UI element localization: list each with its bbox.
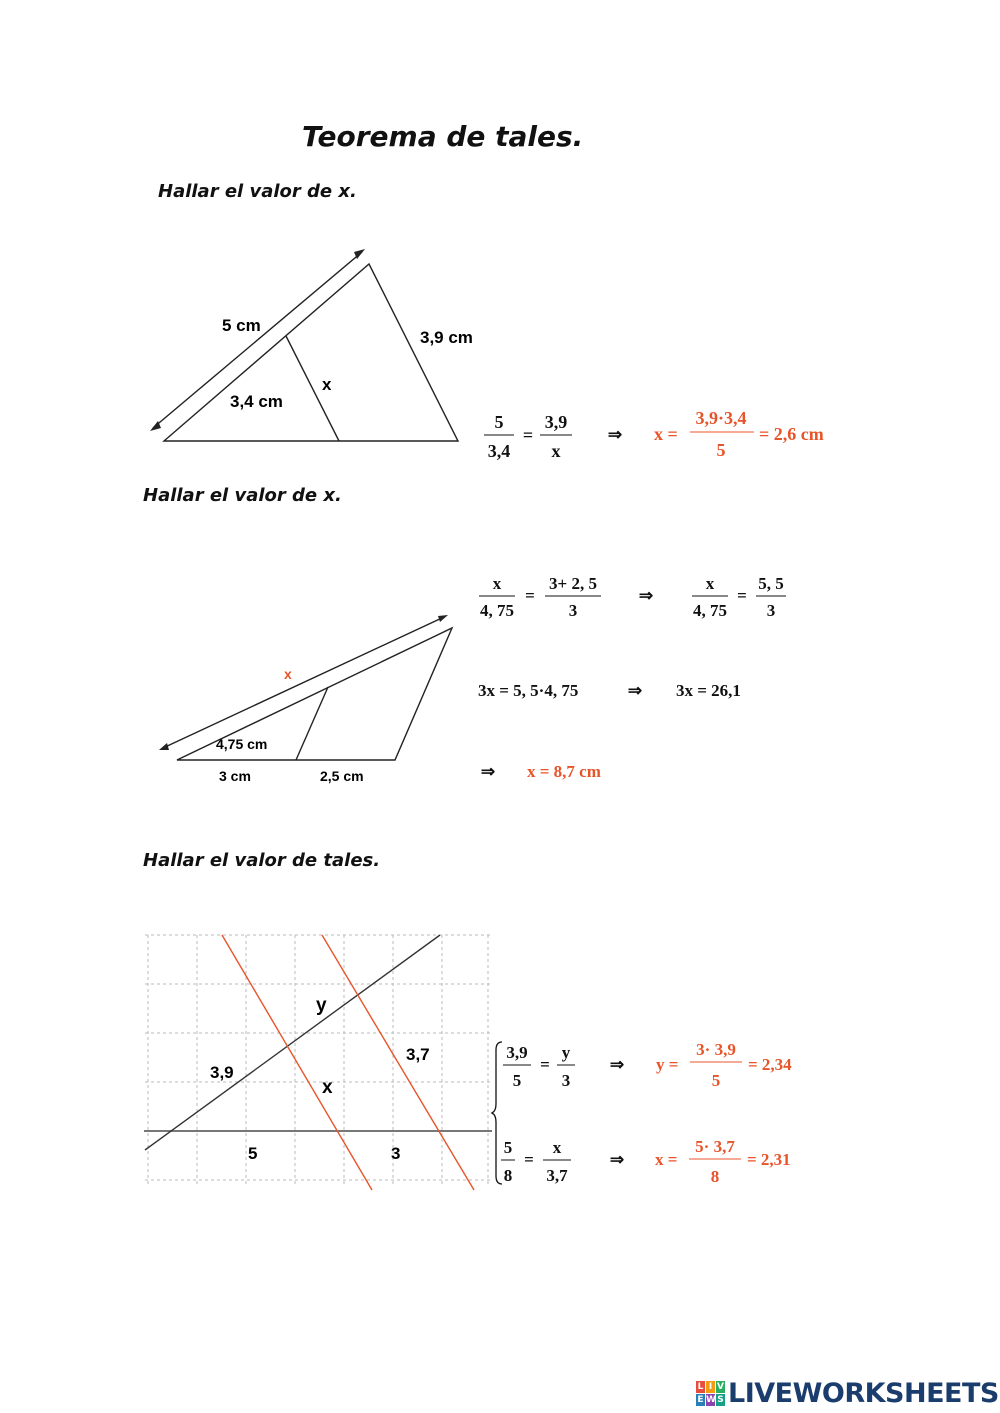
equations-2	[470, 565, 830, 790]
result-rhs: = 2,6 cm	[759, 424, 824, 444]
dimension-arrow-line	[163, 617, 444, 748]
label-x: x	[322, 375, 332, 394]
equals-sign: =	[525, 586, 535, 605]
result-rhs: = 2,31	[747, 1150, 791, 1169]
page-title: Teorema de tales.	[302, 120, 584, 153]
fraction-numerator: 5	[503, 1138, 513, 1157]
result-denominator: 8	[710, 1167, 720, 1186]
fraction-denominator: 4, 75	[480, 601, 514, 620]
eq1-numerator-2: 3,9	[544, 412, 568, 432]
label-5: 5	[248, 1144, 258, 1163]
fraction-numerator: x	[705, 574, 715, 593]
implies-arrow: ⇒	[480, 762, 496, 781]
label-3-4cm: 3,4 cm	[230, 392, 283, 411]
eq1-denominator-2: x	[551, 441, 561, 461]
label-2-5cm: 2,5 cm	[320, 768, 364, 784]
equals-sign: =	[737, 586, 747, 605]
label-5cm: 5 cm	[222, 316, 261, 335]
implies-arrow: ⇒	[627, 681, 643, 700]
fraction-numerator: y	[561, 1043, 571, 1062]
implies-arrow: ⇒	[609, 1150, 625, 1169]
grid-figure-3	[140, 930, 495, 1195]
fraction-denominator: 8	[503, 1166, 513, 1185]
implies-arrow: ⇒	[638, 586, 654, 605]
exercise-2-heading: Hallar el valor de x.	[143, 485, 342, 506]
fraction-denominator: 3	[561, 1071, 571, 1090]
label-x: x	[322, 1077, 333, 1098]
equals-sign: =	[522, 425, 534, 445]
fraction-denominator: 4, 75	[693, 601, 727, 620]
equation-line-2a: 3x = 5, 5·4, 75	[478, 681, 579, 700]
exercise-3-heading: Hallar el valor de tales.	[143, 850, 381, 871]
label-3-7: 3,7	[406, 1045, 430, 1064]
label-3-9: 3,9	[210, 1063, 234, 1082]
result-numerator: 3,9·3,4	[695, 408, 747, 428]
equals-sign: =	[524, 1150, 534, 1169]
label-3cm: 3 cm	[219, 768, 251, 784]
fraction-numerator: 5, 5	[758, 574, 784, 593]
arrow-head-end	[438, 615, 448, 622]
parallel-line-1	[222, 935, 372, 1190]
label-3: 3	[391, 1144, 401, 1163]
result-lhs: y =	[656, 1055, 679, 1074]
result-denominator: 5	[716, 440, 726, 460]
exercise-1-heading: Hallar el valor de x.	[158, 181, 357, 202]
result-rhs: = 2,34	[748, 1055, 792, 1074]
result-numerator: 3· 3,9	[696, 1040, 736, 1059]
fraction-numerator: x	[492, 574, 502, 593]
equation-line-2b: 3x = 26,1	[676, 681, 741, 700]
triangle-outline	[164, 264, 458, 441]
result-numerator: 5· 3,7	[695, 1137, 735, 1156]
equals-sign: =	[540, 1055, 550, 1074]
implies-arrow: ⇒	[609, 1055, 625, 1074]
fraction-numerator: 3,9	[506, 1043, 528, 1062]
implies-arrow: ⇒	[607, 425, 623, 444]
fraction-denominator: 3	[766, 601, 776, 620]
triangle-figure-1	[140, 240, 490, 460]
transversal-line	[145, 935, 440, 1150]
parallel-segment	[296, 687, 328, 760]
label-y: y	[316, 995, 327, 1016]
fraction-denominator: 3,7	[546, 1166, 568, 1185]
label-4-75cm: 4,75 cm	[216, 736, 268, 752]
liveworksheets-icon: L I V E W S	[697, 1381, 724, 1405]
liveworksheets-logo	[696, 1378, 999, 1408]
eq1-numerator-1: 5	[494, 412, 504, 432]
result-lhs: x =	[655, 1150, 678, 1169]
grid-lines	[145, 935, 490, 1185]
result-x: x = 8,7 cm	[527, 762, 601, 781]
label-x: x	[284, 666, 292, 682]
fraction-denominator: 3	[568, 601, 578, 620]
eq1-denominator-1: 3,4	[487, 441, 511, 461]
equation-1	[475, 400, 855, 470]
triangle-figure-2	[150, 605, 460, 790]
arrow-head-start	[159, 743, 169, 750]
result-denominator: 5	[711, 1071, 721, 1090]
fraction-numerator: x	[552, 1138, 562, 1157]
fraction-denominator: 5	[512, 1071, 522, 1090]
system-brace	[492, 1042, 502, 1184]
result-lhs: x =	[654, 424, 678, 444]
label-3-9cm: 3,9 cm	[420, 328, 473, 347]
fraction-numerator: 3+ 2, 5	[549, 574, 597, 593]
liveworksheets-wordmark: LIVEWORKSHEETS	[728, 1377, 999, 1409]
equation-system-3	[490, 1035, 810, 1190]
